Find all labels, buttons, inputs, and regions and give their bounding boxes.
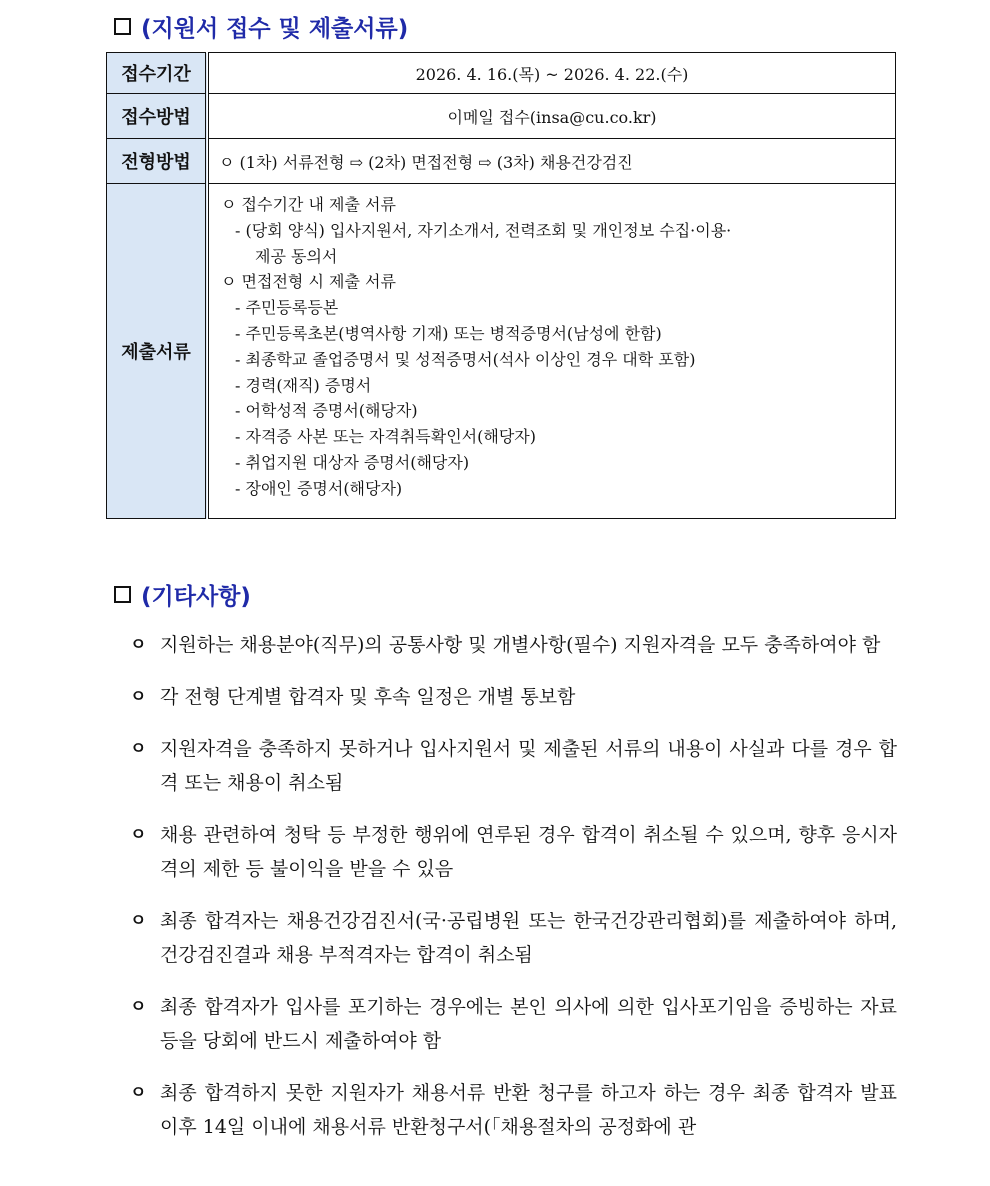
list-item xyxy=(130,818,897,886)
list-item xyxy=(130,732,897,800)
document-group-title: ㅇ 접수기간 내 제출 서류 xyxy=(221,195,396,214)
list-item: - 장애인 증명서(해당자) xyxy=(235,478,403,498)
list-item: - 어학성적 증명서(해당자) xyxy=(235,401,418,421)
list-item: - 주민등록초본(병역사항 기재) 또는 병적증명서(남성에 한함) xyxy=(235,323,662,343)
list-item xyxy=(130,628,897,662)
note-text: 최종 합격하지 못한 지원자가 채용서류 반환 청구를 하고자 하는 경우 최종 합격자 발표 이후 14일 이내에 채용서류 반환청구서(「채용절차의 공정화에 관 xyxy=(160,1082,897,1138)
list-item: - (당회 양식) 입사지원서, 자기소개서, 전력조회 및 개인정보 수집·이용· xyxy=(235,220,732,240)
row-label: 접수방법 xyxy=(107,94,208,139)
row-label: 제출서류 xyxy=(107,184,208,519)
note-text: 최종 합격자는 채용건강검진서(국·공립병원 또는 한국건강관리협회)를 제출하여야 하며, 건강검진결과 채용 부적격자는 합격이 취소됨 xyxy=(160,910,897,966)
required-documents-cell xyxy=(207,184,896,519)
bullet-circle-icon: ㅇ xyxy=(130,997,147,1017)
list-item-continuation: 제공 동의서 xyxy=(255,246,338,266)
note-text: 채용 관련하여 청탁 등 부정한 행위에 연루된 경우 합격이 취소될 수 있으며, 향후 응시자격의 제한 등 불이익을 받을 수 있음 xyxy=(160,824,897,880)
list-item: - 최종학교 졸업증명서 및 성적증명서(석사 이상인 경우 대학 포함) xyxy=(235,349,696,369)
section-title: (기타사항) xyxy=(141,584,251,610)
bullet-circle-icon: ㅇ xyxy=(130,911,147,931)
application-period-value: 2026. 4. 16.(목) ~ 2026. 4. 22.(수) xyxy=(207,53,896,94)
selection-method-value: ㅇ (1차) 서류전형 ⇨ (2차) 면접전형 ⇨ (3차) 채용건강검진 xyxy=(207,139,896,184)
row-label: 접수기간 xyxy=(107,53,208,94)
table-row xyxy=(107,139,896,184)
document-group-title: ㅇ 면접전형 시 제출 서류 xyxy=(221,272,396,292)
list-item xyxy=(130,680,897,714)
table-row xyxy=(107,94,896,139)
section-heading-application xyxy=(114,10,408,43)
note-text: 지원자격을 충족하지 못하거나 입사지원서 및 제출된 서류의 내용이 사실과 다를 경우 합격 또는 채용이 취소됨 xyxy=(160,738,897,794)
list-item xyxy=(130,1076,897,1144)
row-label: 전형방법 xyxy=(107,139,208,184)
checkbox-square-icon xyxy=(114,18,131,35)
list-item xyxy=(130,990,897,1058)
list-item: - 경력(재직) 증명서 xyxy=(235,375,372,395)
note-text: 지원하는 채용분야(직무)의 공통사항 및 개별사항(필수) 지원자격을 모두 충족하여야 함 xyxy=(160,634,881,656)
list-item xyxy=(130,904,897,972)
application-method-value: 이메일 접수(insa@cu.co.kr) xyxy=(207,94,896,139)
checkbox-square-icon xyxy=(114,586,131,603)
bullet-circle-icon: ㅇ xyxy=(130,825,147,845)
note-text: 최종 합격자가 입사를 포기하는 경우에는 본인 의사에 의한 입사포기임을 증빙하는 자료 등을 당회에 반드시 제출하여야 함 xyxy=(160,996,897,1052)
list-item: - 취업지원 대상자 증명서(해당자) xyxy=(235,452,470,472)
application-info-table xyxy=(106,52,896,519)
list-item: - 자격증 사본 또는 자격취득확인서(해당자) xyxy=(235,427,536,447)
bullet-circle-icon: ㅇ xyxy=(130,1083,147,1103)
bullet-circle-icon: ㅇ xyxy=(130,635,147,655)
note-text: 각 전형 단계별 합격자 및 후속 일정은 개별 통보함 xyxy=(160,686,576,708)
list-item: - 주민등록등본 xyxy=(235,298,339,318)
table-row xyxy=(107,53,896,94)
table-row xyxy=(107,184,896,519)
bullet-circle-icon: ㅇ xyxy=(130,739,147,759)
section-title: (지원서 접수 및 제출서류) xyxy=(141,16,409,42)
other-notes-list xyxy=(130,628,897,1162)
bullet-circle-icon: ㅇ xyxy=(130,687,147,707)
section-heading-other xyxy=(114,578,251,611)
